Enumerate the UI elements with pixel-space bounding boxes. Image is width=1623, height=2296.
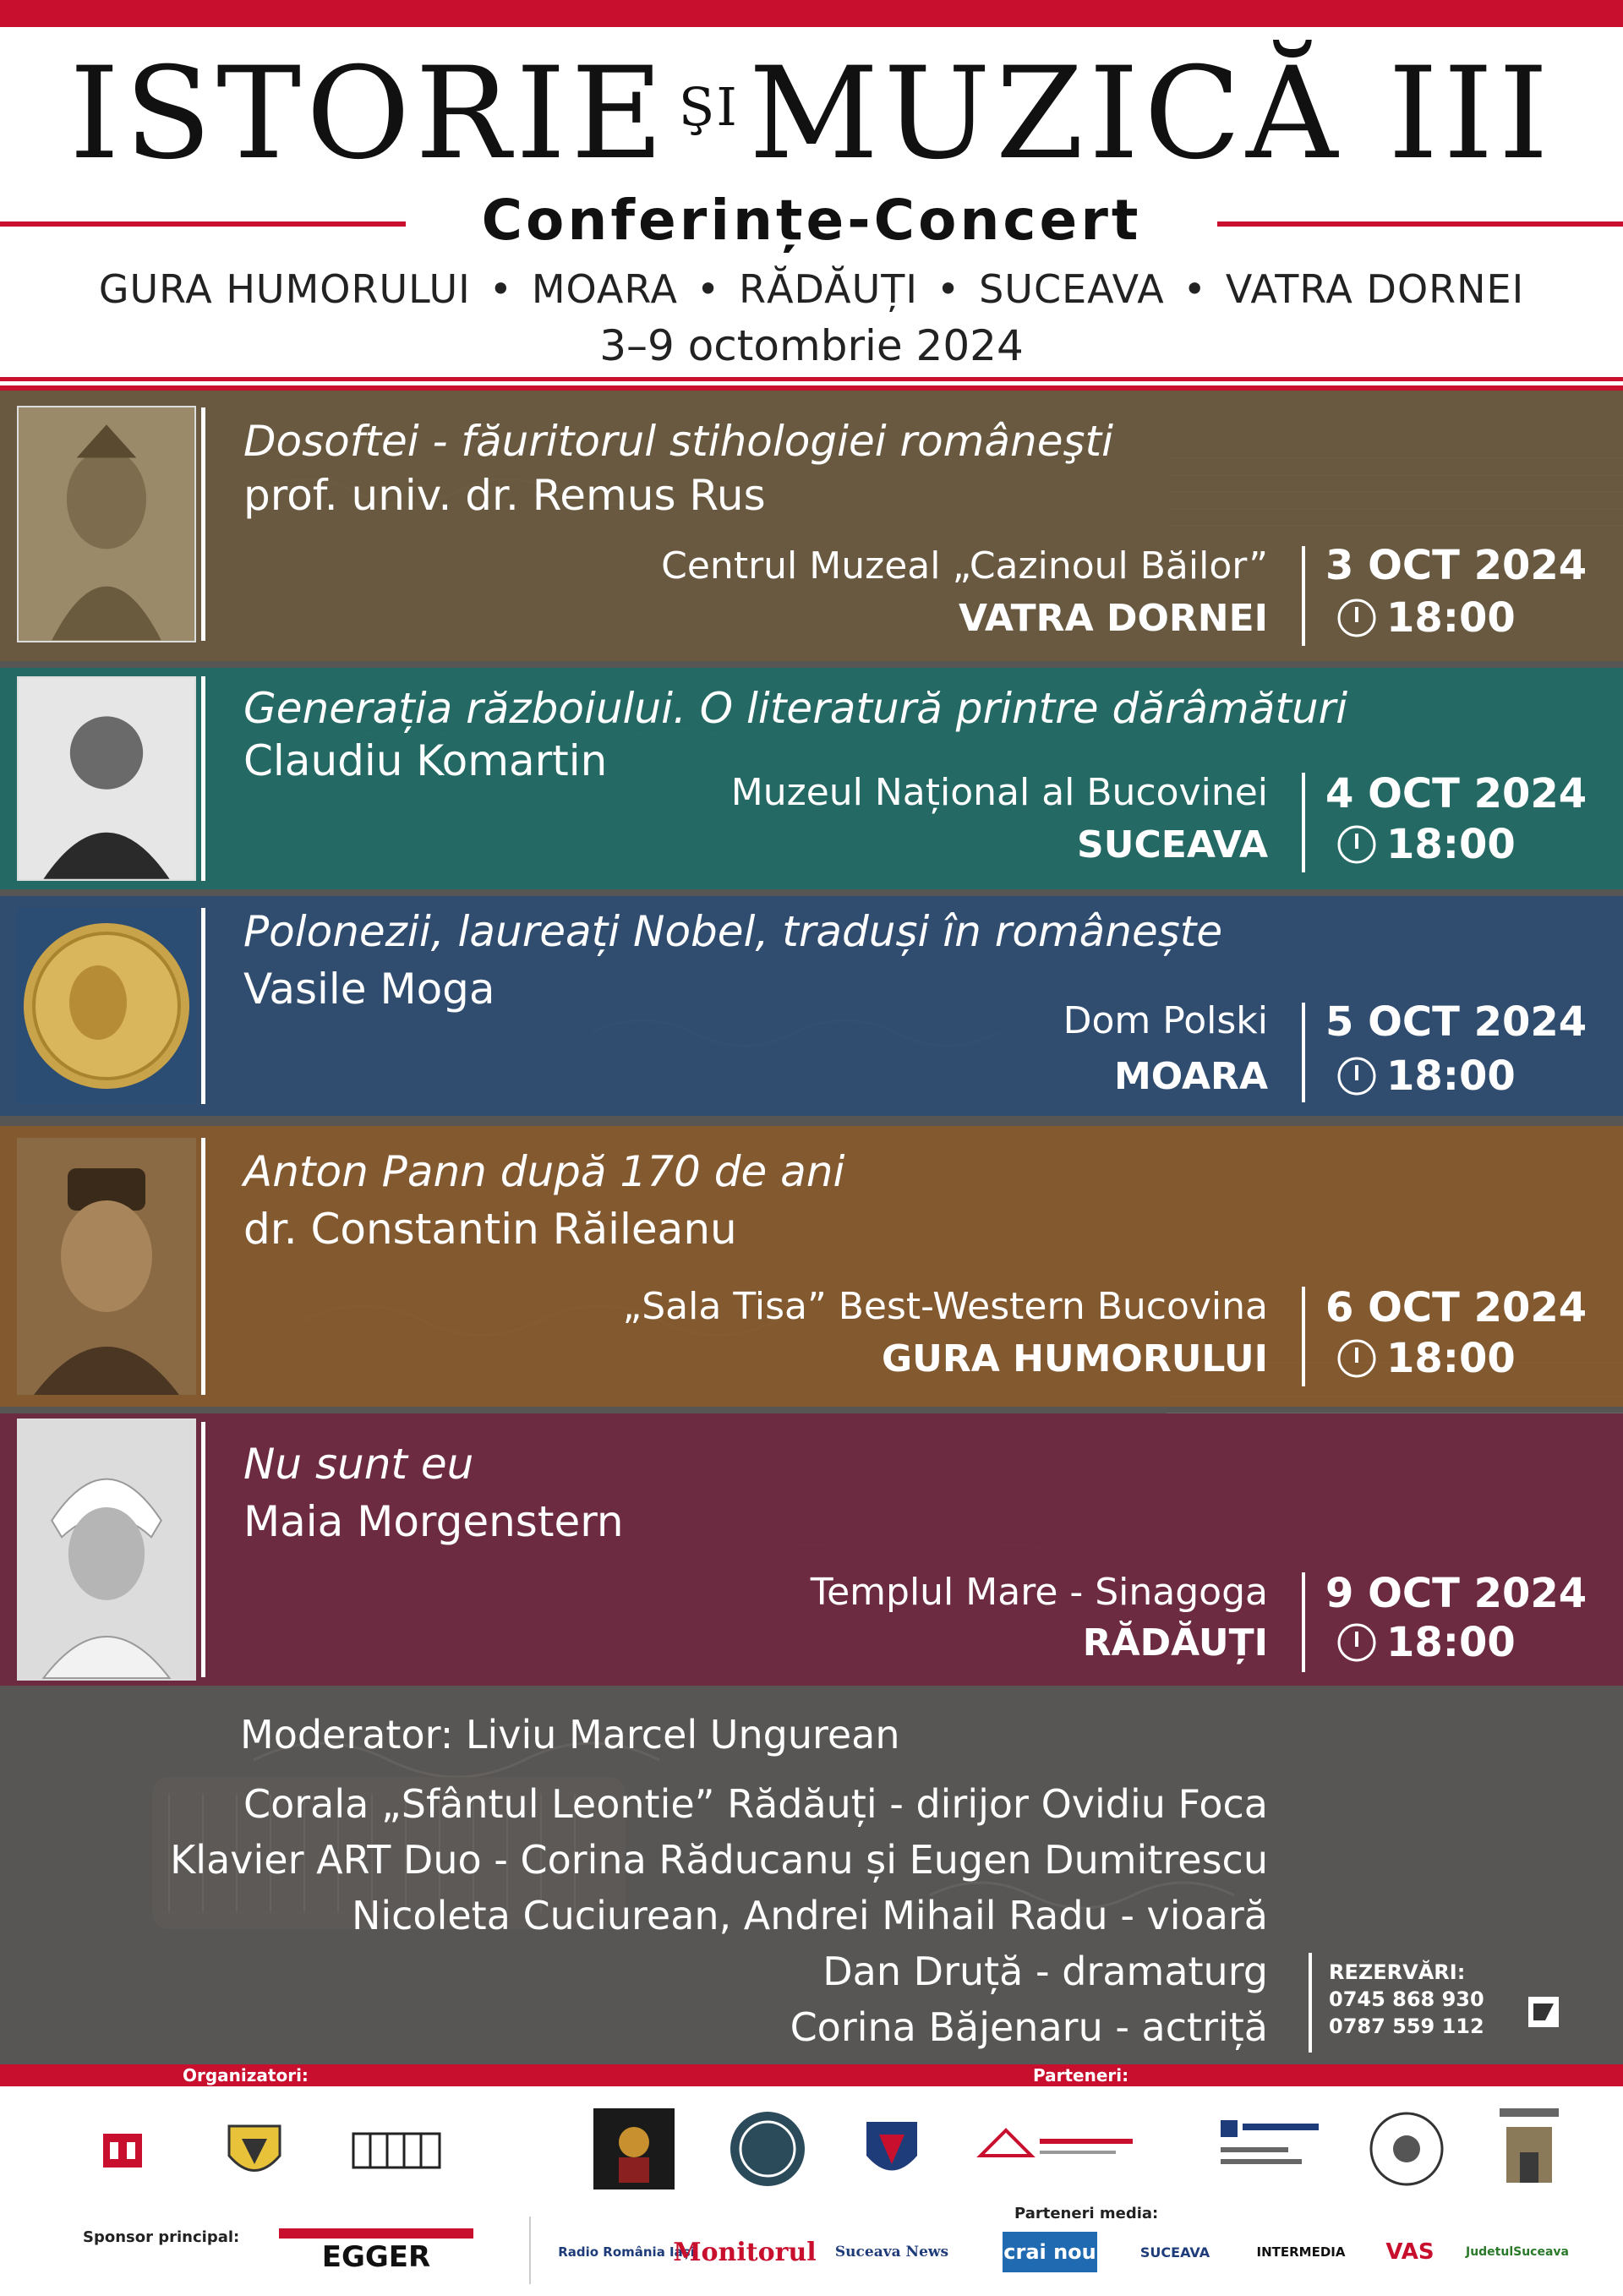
event-title: Dosoftei - făuritorul stihologiei româneşti — [243, 417, 1114, 466]
museum-partner-logo-icon — [854, 2105, 930, 2189]
crai-nou-logo-icon — [1003, 2232, 1097, 2272]
reservations-separator — [1309, 1953, 1312, 2053]
sponsor-name: EGGER — [321, 2240, 431, 2274]
best-western-logo-icon — [1217, 2113, 1327, 2181]
event-date-separator — [1302, 546, 1305, 646]
primaria-coat-of-arms-icon — [216, 2105, 292, 2189]
casa-cultura-logo-icon — [85, 2108, 161, 2184]
event-divider — [201, 1422, 205, 1677]
city-separator: • — [489, 266, 513, 312]
clock-icon — [1336, 1621, 1378, 1664]
clock-icon — [1336, 823, 1378, 866]
event-speaker: Vasile Moga — [243, 965, 495, 1014]
event-band-4 — [0, 1126, 1623, 1407]
suceava-media-logo-icon — [1124, 2228, 1226, 2276]
clock-icon — [1336, 1337, 1378, 1380]
media-name: Suceava News — [834, 2244, 949, 2260]
icon-partner-logo-icon — [593, 2108, 675, 2189]
top-accent-bar — [0, 0, 1623, 27]
actress-photo-icon — [17, 1419, 196, 1681]
city-item: RĂDĂUȚI — [739, 266, 918, 312]
media-name: VAS — [1385, 2239, 1434, 2265]
event-speaker: prof. univ. dr. Remus Rus — [243, 471, 766, 520]
event-city: SUCEAVA — [1077, 823, 1268, 866]
event-date-separator — [1302, 1572, 1305, 1672]
event-title: Nu sunt eu — [243, 1440, 474, 1489]
event-date-separator — [1302, 1003, 1305, 1102]
event-venue: Dom Polski — [1063, 999, 1268, 1042]
city-item: MOARA — [531, 266, 678, 312]
city-item: VATRA DORNEI — [1225, 266, 1525, 312]
event-time: 18:00 — [1386, 1619, 1516, 1666]
media-name: crai nou — [1003, 2240, 1096, 2264]
event-date: 6 OCT 2024 — [1325, 1284, 1587, 1331]
event-band-2 — [0, 668, 1623, 889]
event-city: VATRA DORNEI — [958, 597, 1268, 640]
event-venue: Centrul Muzeal „Cazinoul Băilor” — [661, 544, 1268, 588]
event-city: MOARA — [1114, 1055, 1268, 1098]
event-date: 3 OCT 2024 — [1325, 542, 1587, 589]
event-city: GURA HUMORULUI — [881, 1337, 1268, 1380]
performer-line: Dan Druță - dramaturg — [822, 1949, 1268, 1994]
performer-line: Corala „Sfântul Leontie” Rădăuți - dirijor Ovidiu Foca — [243, 1781, 1268, 1827]
title-part-istorie: ISTORIE — [69, 41, 669, 188]
partners-label: Parteneri: — [1033, 2065, 1129, 2086]
event-title: Anton Pann după 170 de ani — [243, 1147, 845, 1196]
city-item: GURA HUMORULUI — [98, 266, 471, 312]
radio-romania-logo-icon — [558, 2228, 695, 2276]
uniunea-polonezilor-logo-icon — [972, 2113, 1141, 2181]
reservations-phone: 0745 868 930 — [1329, 1987, 1484, 2011]
event-venue: Templul Mare - Sinagoga — [810, 1571, 1268, 1614]
event-speaker: Claudiu Komartin — [243, 736, 608, 785]
title-conjunction: ŞI — [678, 76, 739, 138]
subtitle-rule-right — [1217, 221, 1623, 227]
event-band-3 — [0, 896, 1623, 1116]
klavier-art-logo-icon — [342, 2108, 451, 2184]
event-speaker: dr. Constantin Răileanu — [243, 1205, 737, 1254]
city-separator: • — [696, 266, 721, 312]
event-time: 18:00 — [1386, 1335, 1516, 1382]
event-date-separator — [1302, 1287, 1305, 1386]
clock-icon — [1336, 1055, 1378, 1097]
event-band-1 — [0, 391, 1623, 661]
event-title: Generația războiului. O literatură printre dărâmături — [243, 684, 1348, 733]
circle-partner-logo-icon — [1366, 2108, 1447, 2189]
poster-subtitle: Conferințe-Concert — [481, 188, 1142, 253]
event-divider — [201, 407, 205, 641]
clock-icon — [1336, 597, 1378, 639]
dosoftei-portrait-icon — [17, 406, 196, 642]
subtitle-rule-left — [0, 221, 406, 227]
performer-line: Corina Băjenaru - actriță — [790, 2004, 1268, 2050]
city-separator: • — [936, 266, 961, 312]
media-name: SUCEAVA — [1139, 2244, 1210, 2260]
event-date-range: 3–9 octombrie 2024 — [599, 321, 1024, 370]
city-separator: • — [1183, 266, 1207, 312]
event-venue: Muzeul Național al Bucovinei — [730, 771, 1268, 814]
comunitatea-evreilor-logo-icon — [1491, 2105, 1567, 2189]
moderator-line: Moderator: Liviu Marcel Ungurean — [240, 1712, 900, 1758]
nobel-medal-icon — [17, 908, 196, 1104]
header-stripe-red — [0, 377, 1623, 381]
event-time: 18:00 — [1386, 594, 1516, 642]
reservations-phone: 0787 559 112 — [1329, 2014, 1484, 2038]
suceava-news-logo-icon — [834, 2228, 949, 2276]
designer-logo-icon — [1528, 1997, 1559, 2027]
performer-line: Klavier ART Duo - Corina Răducanu și Eugen Dumitrescu — [170, 1837, 1268, 1883]
media-name: Radio România Iași — [558, 2244, 695, 2260]
event-date-separator — [1302, 773, 1305, 872]
event-date: 5 OCT 2024 — [1325, 998, 1587, 1046]
anton-pann-portrait-icon — [17, 1138, 196, 1395]
speaker-photo-icon — [17, 676, 196, 881]
footer-divider — [529, 2217, 531, 2284]
header-stripe-white — [0, 382, 1623, 385]
seal-partner-logo-icon — [727, 2108, 808, 2189]
reservations-label: REZERVĂRI: — [1329, 1960, 1466, 1984]
media-name: JudetulSuceava — [1465, 2245, 1569, 2259]
event-time: 18:00 — [1386, 821, 1516, 868]
event-band-5 — [0, 1413, 1623, 1686]
event-venue: „Sala Tisa” Best-Western Bucovina — [622, 1285, 1268, 1328]
performer-line: Nicoleta Cuciurean, Andrei Mihail Radu - vioară — [351, 1893, 1268, 1938]
event-divider — [201, 676, 205, 881]
event-divider — [201, 1138, 205, 1395]
egger-logo-icon — [279, 2228, 473, 2276]
event-title: Polonezii, laureați Nobel, traduși în românește — [243, 907, 1223, 956]
organizers-label: Organizatori: — [183, 2065, 309, 2086]
poster-title — [0, 36, 1623, 186]
judetul-suceava-logo-icon — [1462, 2228, 1572, 2276]
event-speaker: Maia Morgenstern — [243, 1497, 624, 1546]
intermedia-logo-icon — [1246, 2228, 1356, 2276]
city-item: SUCEAVA — [979, 266, 1165, 312]
city-list — [0, 264, 1623, 314]
media-name: INTERMEDIA — [1256, 2244, 1346, 2260]
event-date: 9 OCT 2024 — [1325, 1570, 1587, 1617]
event-time: 18:00 — [1386, 1052, 1516, 1100]
media-name: Monitorul — [673, 2237, 817, 2267]
monitorul-logo-icon — [673, 2228, 817, 2276]
vas-logo-icon — [1376, 2228, 1444, 2276]
media-partners-label: Parteneri media: — [1014, 2205, 1159, 2222]
event-divider — [201, 908, 205, 1104]
title-part-muzica: MUZICĂ III — [748, 41, 1554, 188]
event-date: 4 OCT 2024 — [1325, 770, 1587, 817]
event-city: RĂDĂUȚI — [1082, 1621, 1268, 1665]
sponsor-label: Sponsor principal: — [83, 2228, 240, 2246]
